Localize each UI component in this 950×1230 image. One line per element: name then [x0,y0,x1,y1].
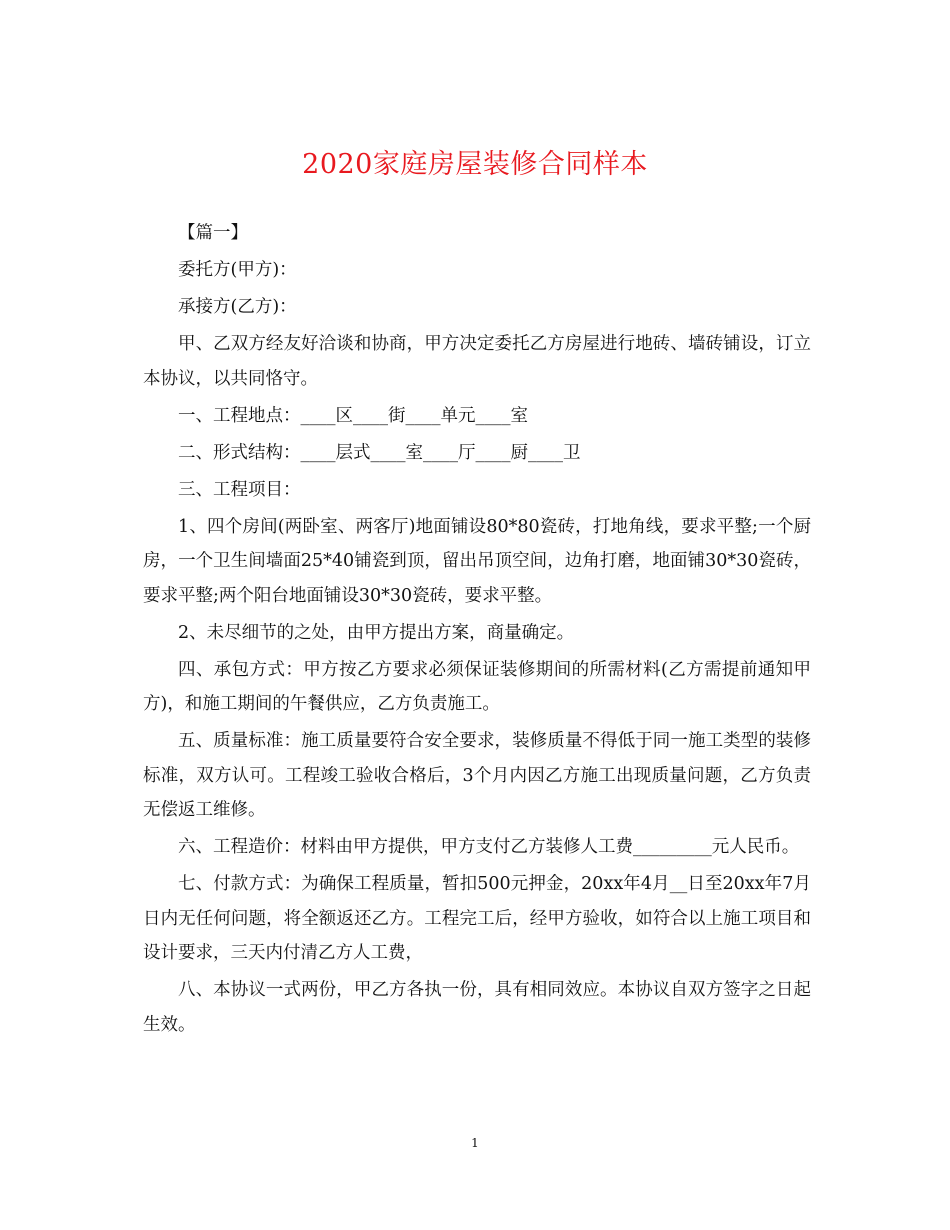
section-heading: 【篇一】 [178,223,248,243]
clause-location: 一、工程地点：____区____街____单元____室 [178,405,528,426]
document-body [143,216,811,1042]
clause-contract-method: 四、承包方式：甲方按乙方要求必须保证装修期间的所需材料(乙方需提前通知甲方)，和施工期间的午餐供应，乙方负责施工。 [143,659,811,714]
clause-project-heading: 三、工程项目： [178,479,301,500]
clause-copies: 八、本协议一式两份，甲乙方各执一份，具有相同效应。本协议自双方签字之日起生效。 [143,980,811,1035]
document-title: 2020家庭房屋装修合同样本 [302,149,648,180]
party-b-line: 承接方(乙方)： [178,297,297,317]
clause-project-item-1: 1、四个房间(两卧室、两客厅)地面铺设80*80瓷砖，打地角线，要求平整;一个厨房，一个卫生间墙面25*40铺瓷到顶，留出吊顶空间，边角打磨，地面铺30*30瓷砖，要求平整;两个阳台地面铺设30*30瓷砖，要求平整。 [143,516,811,606]
clause-project-item-2: 2、未尽细节的之处，由甲方提出方案，商量确定。 [178,622,575,643]
party-a-line: 委托方(甲方)： [178,260,297,280]
preamble-paragraph: 甲、乙双方经友好洽谈和协商，甲方决定委托乙方房屋进行地砖、墙砖铺设，订立本协议，以共同恪守。 [143,334,811,389]
clause-structure: 二、形式结构：____层式____室____厅____厨____卫 [178,442,581,463]
page-number: 1 [471,1136,479,1150]
clause-project-cost: 六、工程造价：材料由甲方提供，甲方支付乙方装修人工费_________元人民币。 [178,837,800,857]
clause-quality-standard: 五、质量标准：施工质量要符合安全要求，装修质量不得低于同一施工类型的装修标准，双方认可。工程竣工验收合格后，3个月内因乙方施工出现质量问题，乙方负责无偿返工维修。 [143,731,811,820]
clause-payment-method: 七、付款方式：为确保工程质量，暂扣500元押金，20xx年4月__日至20xx年7月日内无任何问题，将全额返还乙方。工程完工后，经甲方验收，如符合以上施工项目和设计要求，三天内付清乙方人工费， [143,874,811,963]
